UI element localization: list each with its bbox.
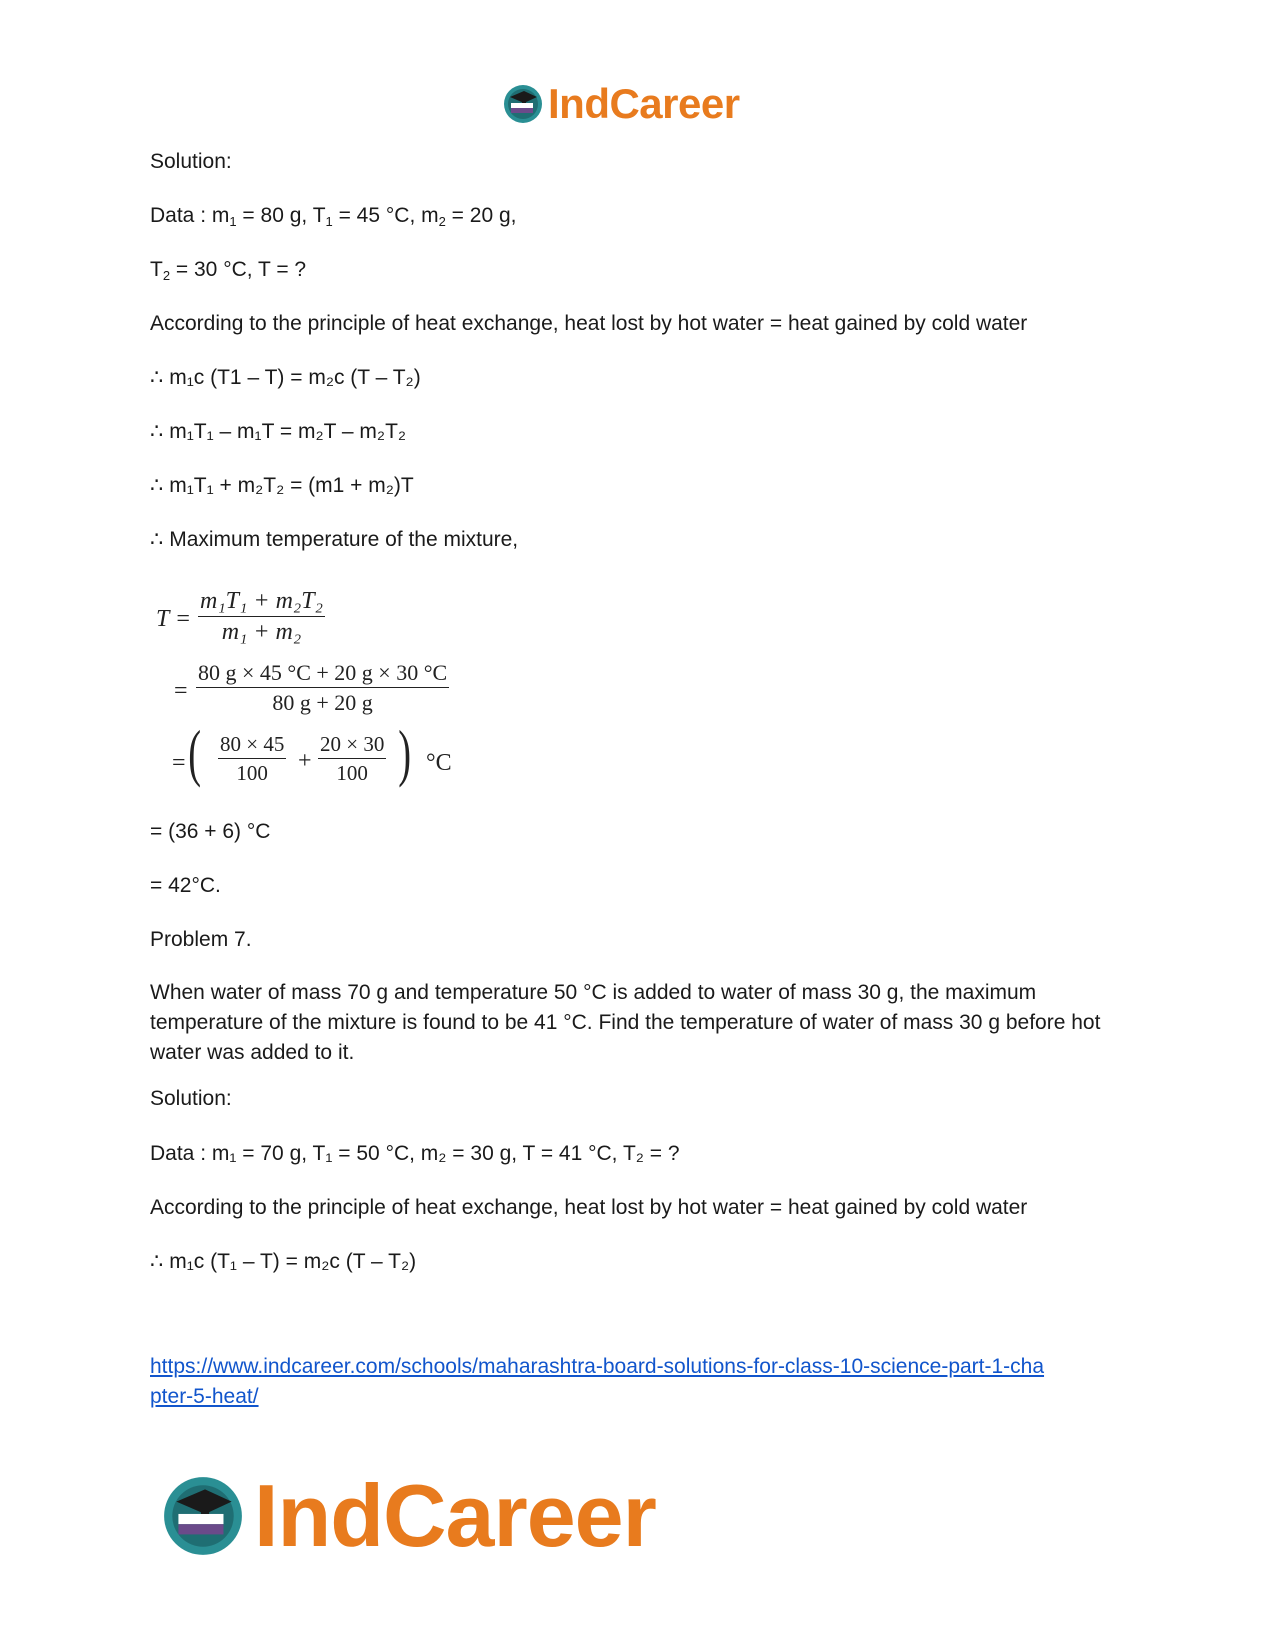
problem-heading: Problem 7. bbox=[150, 928, 252, 951]
formula-fraction-2: $\frac{80 g \times 45 ^\circ C + 20 g \times 30 ^\circ C}{80 g + 20 g}$ bbox=[198, 660, 448, 715]
formula-equals-1: = bbox=[174, 678, 188, 704]
graduation-book-icon bbox=[502, 83, 544, 125]
equation-2: ∴ m₁T₁ – m₁T = m₂T – m₂T₂ bbox=[150, 420, 407, 443]
formula-block bbox=[150, 588, 490, 808]
data-line-2: $T_2 = 30$ °C, T = ? bbox=[150, 258, 307, 283]
result-line-2: = 42°C. bbox=[150, 874, 221, 897]
equation-3: ∴ m₁T₁ + m₂T₂ = (m1 + m₂)T bbox=[150, 474, 414, 497]
footer-logo bbox=[160, 1468, 720, 1564]
formula-fraction-1: $\frac{\text{m₁T₁ + m₂T₂}}{\text{m₁ + m₂}}$ bbox=[200, 588, 323, 645]
header-logo bbox=[502, 78, 782, 130]
equation-4: ∴ Maximum temperature of the mixture, bbox=[150, 528, 519, 551]
solution-heading-2: Solution: bbox=[150, 1087, 232, 1110]
formula-plus: + bbox=[298, 748, 312, 774]
principle-text-1: According to the principle of heat exchange, heat lost by hot water = heat gained by cold water bbox=[150, 312, 1028, 335]
formula-equals-2: = bbox=[172, 750, 186, 776]
graduation-book-icon bbox=[160, 1473, 246, 1559]
formula-lhs: T = bbox=[156, 606, 192, 632]
principle-text-2: According to the principle of heat exchange, heat lost by hot water = heat gained by cold water bbox=[150, 1196, 1028, 1219]
footer-logo-text: IndCareer bbox=[254, 1466, 656, 1565]
data-line-3: Data : m₁ = 70 g, T₁ = 50 °C, m₂ = 30 g, T = 41 °C, T₂ = ? bbox=[150, 1142, 680, 1165]
equation-1: ∴ m₁c (T1 – T) = m₂c (T – T₂) bbox=[150, 366, 421, 389]
source-link[interactable] bbox=[150, 1352, 1135, 1412]
formula-fraction-3b: $\frac{20 \times 30}{100}$ bbox=[320, 732, 385, 785]
solution-heading: Solution: bbox=[150, 150, 232, 173]
formula-right-paren: ) bbox=[398, 717, 412, 788]
formula-unit: °C bbox=[426, 750, 452, 776]
result-line-1: = (36 + 6) °C bbox=[150, 820, 271, 843]
formula-left-paren: ( bbox=[188, 717, 202, 788]
source-link-line-1[interactable]: https://www.indcareer.com/schools/maharashtra-board-solutions-for-class-10-science-part-1-cha bbox=[150, 1355, 1045, 1378]
source-link-line-2[interactable]: pter-5-heat/ bbox=[150, 1385, 259, 1408]
problem-statement: When water of mass 70 g and temperature 50 °C is added to water of mass 30 g, the maximum temperature of the mixture is found to be 41 °C. Find the temperature of water of mass 30 g before hot water was added to it. bbox=[150, 981, 1101, 1064]
equation-5: ∴ m₁c (T₁ – T) = m₂c (T – T₂) bbox=[150, 1250, 417, 1273]
data-line-1: Data : $m_1 = 80$ g, $T_1 = 45$ °C, $m_2 = 20$ g, bbox=[150, 204, 517, 229]
formula-fraction-3a: $\frac{80 \times 45}{100}$ bbox=[220, 732, 285, 785]
header-logo-text: IndCareer bbox=[548, 80, 740, 127]
